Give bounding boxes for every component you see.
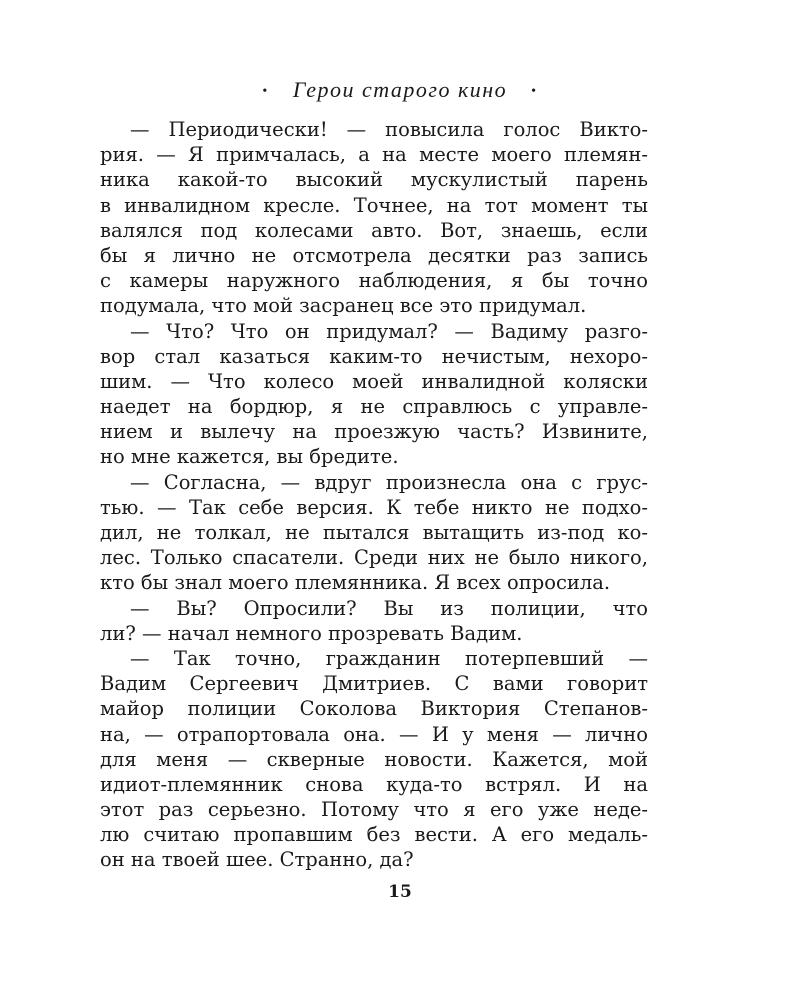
text-line: майор полиции Соколова Виктория Степанов- <box>100 697 648 721</box>
text-line: лес. Только спасатели. Среди них не было никого, <box>100 546 648 570</box>
text-line: идиот-племянник снова куда-то встрял. И на <box>100 772 648 796</box>
text-line: в инвалидном кресле. Точнее, на тот момент ты <box>100 193 648 217</box>
running-head-title: Герои старого кино <box>292 77 508 102</box>
text-line: — Вы? Опросили? Вы из полиции, что <box>130 596 648 620</box>
text-line: валялся под колесами авто. Вот, знаешь, если <box>100 218 648 242</box>
text-line: нием и вылечу на проезжую часть? Извините, <box>100 420 648 444</box>
text-line: вор стал казаться каким-то нечистым, нехоро- <box>100 344 648 368</box>
text-line: лю считаю пропавшим без вести. А его медаль- <box>100 823 648 847</box>
text-line: он на твоей шее. Странно, да? <box>100 848 414 872</box>
text-line: ника какой-то высокий мускулистый парень <box>100 168 648 192</box>
text-line: этот раз серьезно. Потому что я его уже неде- <box>100 798 648 822</box>
text-line: — Так точно, гражданин потерпевший — <box>130 646 648 670</box>
text-line: кто бы знал моего племянника. Я всех опросила. <box>100 571 611 595</box>
text-line: дил, не толкал, не пытался вытащить из-под ко- <box>100 521 648 544</box>
text-line: — Согласна, — вдруг произнесла она с грус- <box>130 470 648 494</box>
text-line: шим. — Что колесо моей инвалидной коляски <box>100 369 648 393</box>
text-line: — Периодически! — повысила голос Викто- <box>130 118 648 141</box>
text-line: подумала, что мой засранец все это придумал. <box>100 294 587 318</box>
text-line: на, — отрапортовала она. — И у меня — лично <box>100 722 648 746</box>
text-line: ли? — начал немного прозревать Вадим. <box>100 621 523 645</box>
body-text <box>100 117 648 873</box>
text-line: — Что? Что он придумал? — Вадиму разго- <box>130 319 648 343</box>
page-number: 15 <box>388 882 412 902</box>
right-bullet-ornament: • <box>531 83 538 99</box>
text-line: с камеры наружного наблюдения, я бы точно <box>100 269 648 293</box>
text-line: бы я лично не отсмотрела десятки раз запись <box>100 243 648 267</box>
text-line: для меня — скверные новости. Кажется, мой <box>100 747 648 771</box>
text-line: Вадим Сергеевич Дмитриев. С вами говорит <box>100 672 648 696</box>
text-line: наедет на бордюр, я не справлюсь с управле- <box>100 395 648 419</box>
text-line: рия. — Я примчалась, а на месте моего племян- <box>100 143 648 167</box>
text-line: но мне кажется, вы бредите. <box>100 445 399 469</box>
text-line: тью. — Так себе версия. К тебе никто не подхо- <box>100 495 648 519</box>
running-head <box>0 74 800 108</box>
left-bullet-ornament: • <box>262 83 269 99</box>
